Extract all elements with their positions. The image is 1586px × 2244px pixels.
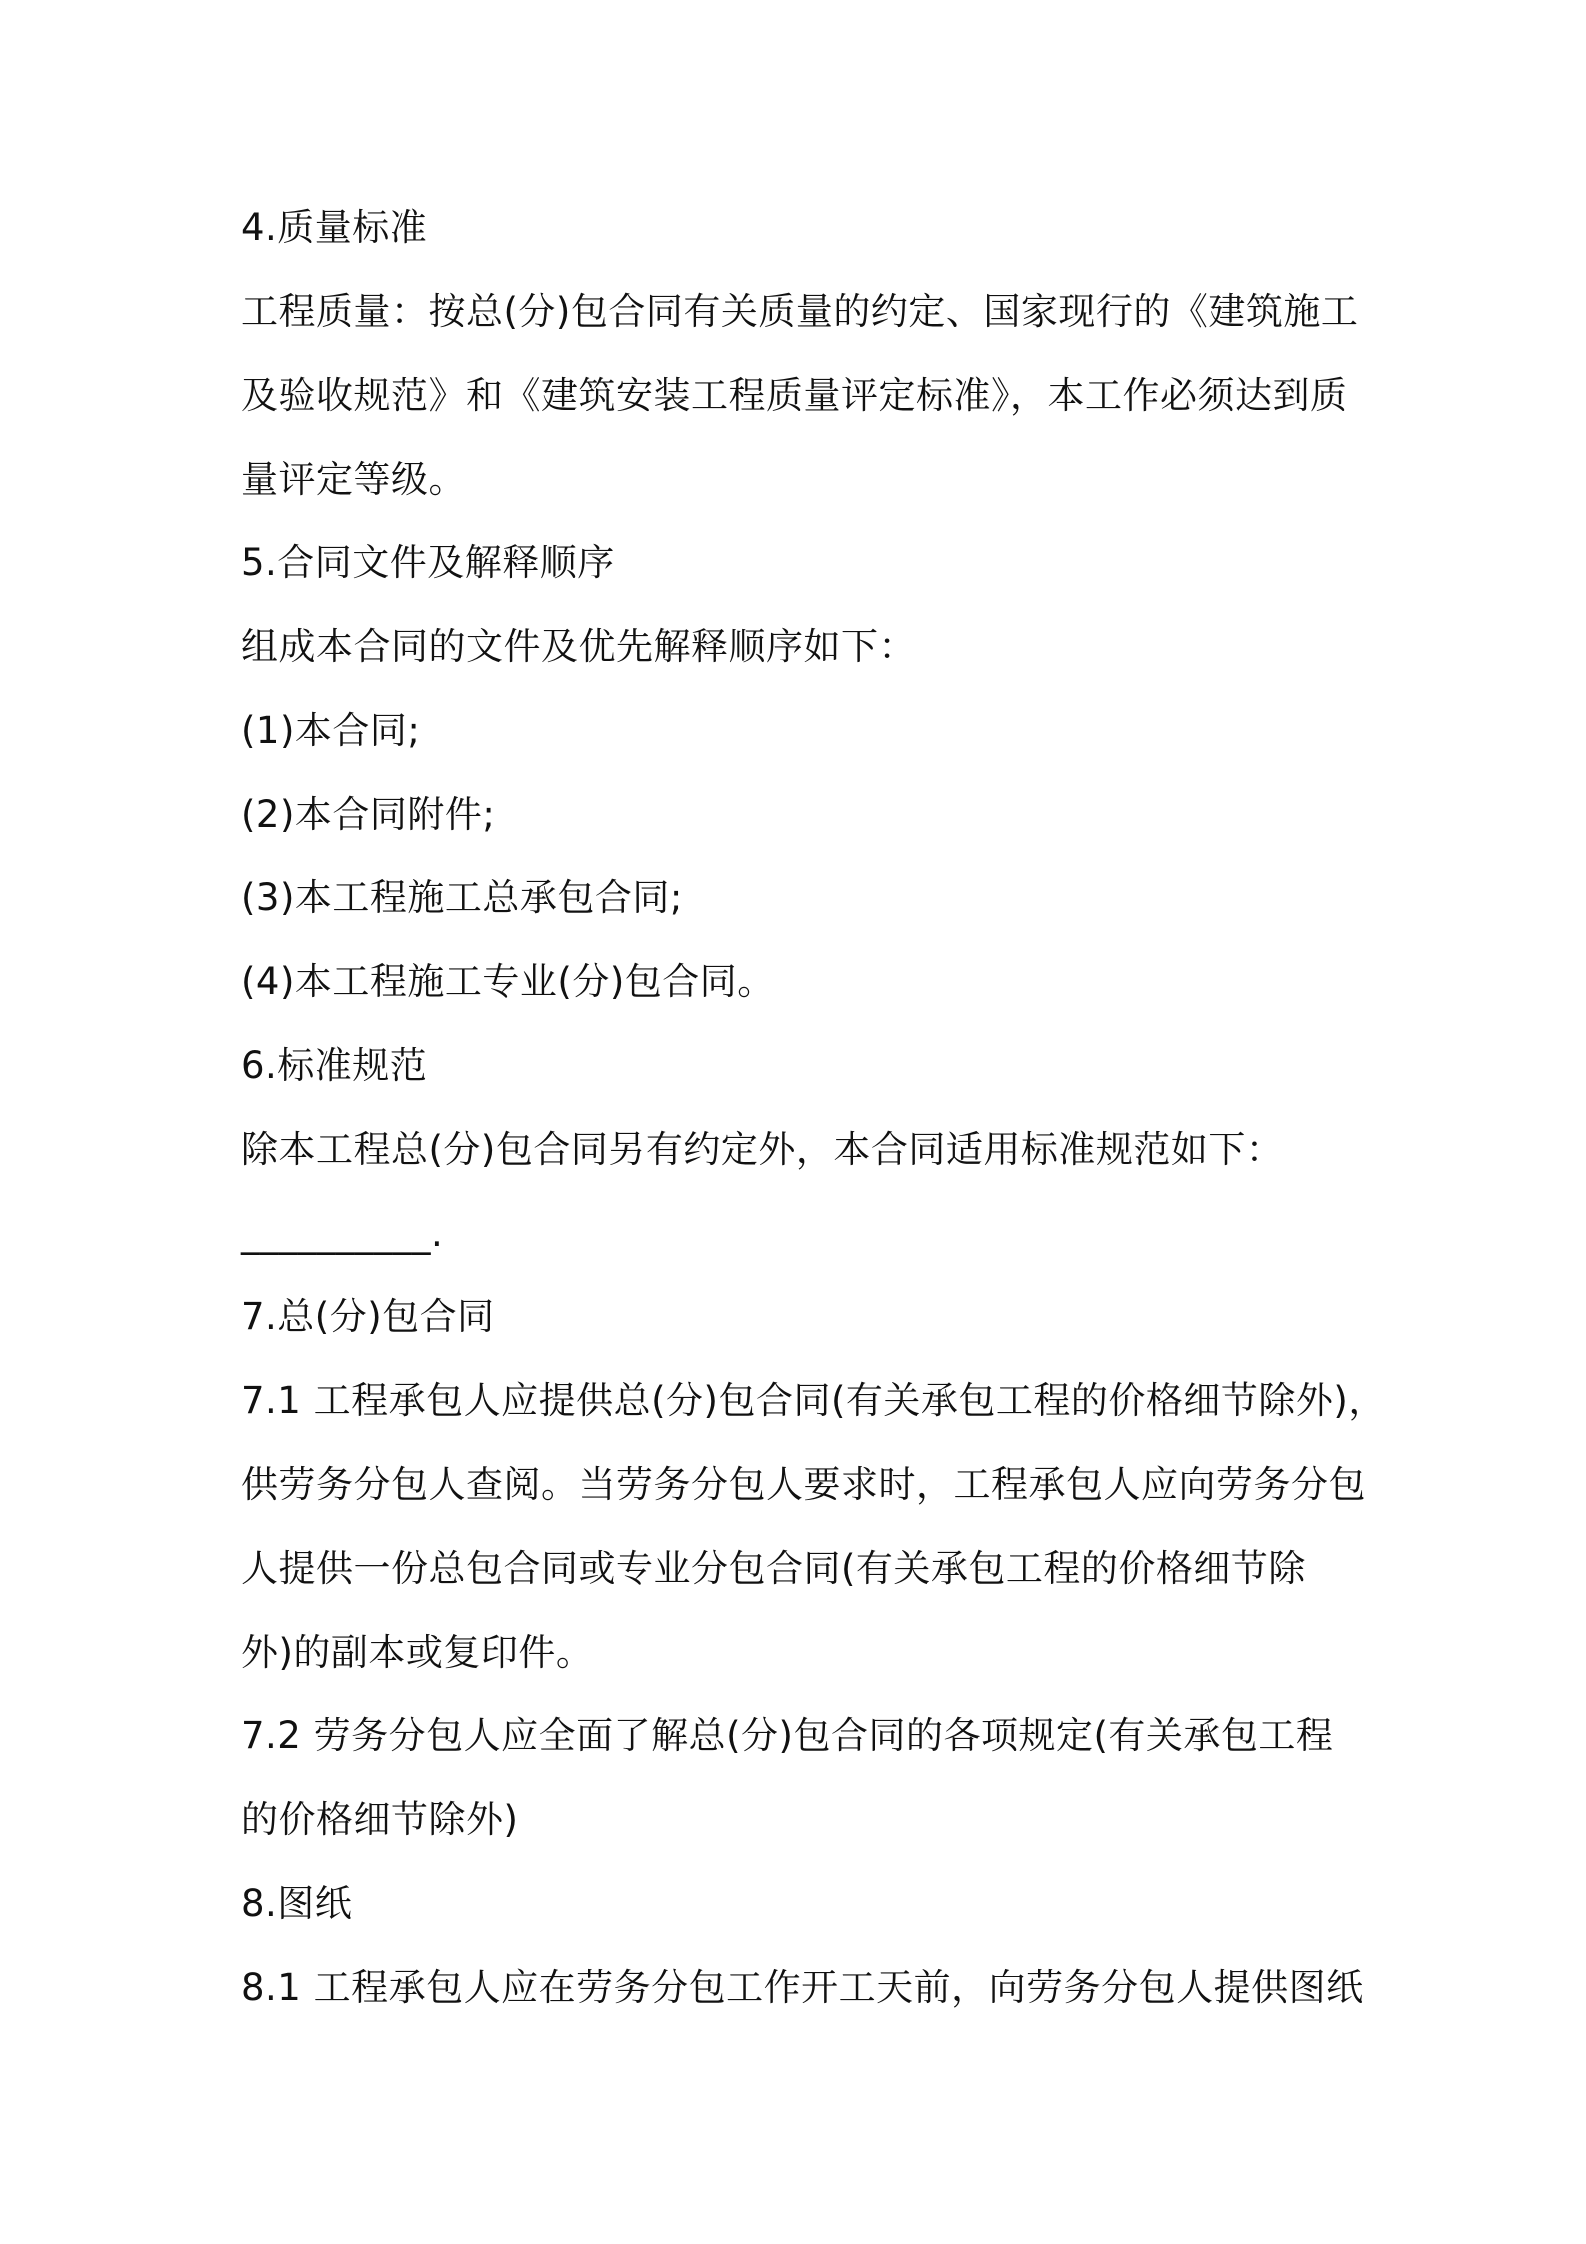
paragraph-line: 及验收规范》和《建筑安装工程质量评定标准》，本工作必须达到质 xyxy=(241,374,1348,417)
paragraph-line: 组成本合同的文件及优先解释顺序如下： xyxy=(241,625,916,668)
paragraph-line: 的价格细节除外) xyxy=(241,1798,519,1841)
heading-drawings: 8.图纸 xyxy=(241,1882,353,1925)
paragraph-line: 人提供一份总包合同或专业分包合同(有关承包工程的价格细节除 xyxy=(241,1547,1306,1590)
list-item: (3)本工程施工总承包合同; xyxy=(241,876,683,919)
paragraph-line: 7.2 劳务分包人应全面了解总(分)包合同的各项规定(有关承包工程 xyxy=(241,1714,1334,1757)
heading-quality-standard: 4.质量标准 xyxy=(241,206,428,249)
list-item: (2)本合同附件; xyxy=(241,793,496,836)
paragraph-line: 工程质量：按总(分)包合同有关质量的约定、国家现行的《建筑施工 xyxy=(241,290,1359,333)
blank-fill-line: __________. xyxy=(241,1212,444,1255)
paragraph-line: 量评定等级。 xyxy=(241,458,466,501)
heading-general-contract: 7.总(分)包合同 xyxy=(241,1295,495,1338)
list-item: (1)本合同; xyxy=(241,709,421,752)
paragraph-line: 除本工程总(分)包合同另有约定外，本合同适用标准规范如下： xyxy=(241,1128,1284,1171)
paragraph-line: 外)的副本或复印件。 xyxy=(241,1631,594,1674)
heading-standards: 6.标准规范 xyxy=(241,1044,428,1087)
paragraph-line: 8.1 工程承包人应在劳务分包工作开工天前，向劳务分包人提供图纸 xyxy=(241,1966,1364,2009)
paragraph-line: 供劳务分包人查阅。当劳务分包人要求时，工程承包人应向劳务分包 xyxy=(241,1463,1366,1506)
heading-contract-documents: 5.合同文件及解释顺序 xyxy=(241,541,615,584)
list-item: (4)本工程施工专业(分)包合同。 xyxy=(241,960,775,1003)
paragraph-line: 7.1 工程承包人应提供总(分)包合同(有关承包工程的价格细节除外)， xyxy=(241,1379,1386,1422)
